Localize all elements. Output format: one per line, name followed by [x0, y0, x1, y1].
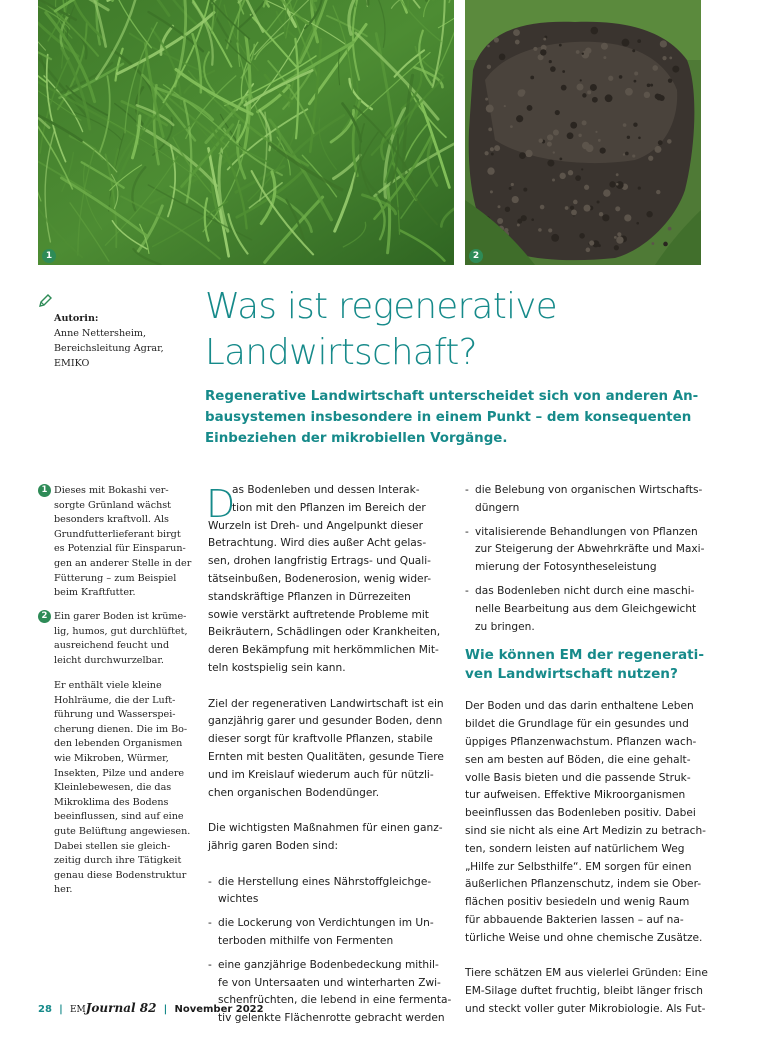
text-line: besonders kraftvoll. Als — [54, 514, 169, 526]
text-line: für abbauende Bakterien lassen – auf na- — [465, 913, 684, 926]
body-paragraph — [208, 482, 444, 678]
body-paragraph — [465, 965, 708, 1018]
page-footer — [38, 1001, 264, 1015]
text-line: zur Steigerung der Abwehrkräfte und Maxi- — [475, 543, 705, 556]
text-line: äußerlichen Pflanzenschutz, indem sie Ober- — [465, 878, 702, 891]
author-org: EMIKO — [54, 358, 90, 369]
list-item — [465, 524, 705, 577]
text-line: die Herstellung eines Nährstoffgleichge- — [218, 875, 432, 888]
text-line: leicht durchwurzelbar. — [54, 654, 164, 666]
text-line: dieser sorgt für kraftvolle Pflanzen, stabile — [208, 733, 433, 746]
text-line: jährig garen Boden sind: — [208, 839, 339, 852]
photo-number-1: 1 — [42, 249, 56, 263]
text-line: Betrachtung. Wird dies außer Acht gelas- — [208, 537, 427, 550]
title-line: Landwirtschaft? — [205, 332, 477, 373]
body-paragraph — [208, 696, 444, 803]
photo-caption-1 — [38, 484, 190, 601]
text-line: as Bodenleben und dessen Interak- — [232, 484, 420, 496]
text-line: ten, sondern leisten auf natürlichem Weg — [465, 842, 685, 855]
text-line: tiv gelenkte Flächenrotte gebracht werden — [218, 1012, 445, 1025]
text-line: ven Landwirtschaft nutzen? — [465, 666, 678, 683]
text-line: Ziel der regenerativen Landwirtschaft ist ein — [208, 697, 444, 710]
caption-number-2: 2 — [38, 610, 51, 623]
list-item — [208, 915, 444, 951]
text-line: mierung der Fotosyntheseleistung — [475, 561, 657, 574]
text-line: vitalisierende Behandlungen von Pflanzen — [475, 525, 698, 538]
text-line: genau diese Bodenstruktur — [54, 869, 187, 881]
list-item — [208, 957, 452, 1028]
text-line: die Belebung von organischen Wirtschafts- — [475, 484, 703, 496]
text-line: und im Kreislauf wiederum auch für nützli- — [208, 768, 434, 781]
list-dash: - — [465, 484, 469, 496]
list-item — [208, 874, 444, 910]
text-line: sorgte Grünland wächst — [54, 499, 172, 511]
measures-list-continued — [465, 482, 705, 636]
text-line: gute Belüftung angewiesen. — [54, 825, 191, 837]
section-subheading — [465, 646, 704, 684]
text-line: gen an anderer Stelle in der — [54, 557, 192, 569]
text-line: zeitig durch ihre Tätigkeit — [54, 855, 182, 867]
list-dash: - — [465, 525, 469, 538]
text-line: Ein garer Boden ist krüme- — [54, 611, 187, 622]
author-role: Bereichsleitung Agrar, — [54, 343, 164, 354]
text-line: Dieses mit Bokashi ver- — [54, 485, 169, 496]
text-line: teln kostspielig sein kann. — [208, 661, 346, 674]
text-line: her. — [54, 884, 73, 896]
text-line: üppiges Pflanzenwachstum. Pflanzen wach- — [465, 735, 697, 748]
caption-number-1: 1 — [38, 484, 51, 497]
list-item — [465, 583, 701, 636]
lead-paragraph — [205, 386, 701, 449]
text-line: wie Mikroben, Würmer, — [54, 752, 169, 764]
text-line: Hohlräume, die der Luft- — [54, 694, 176, 706]
issue-date: November 2022 — [174, 1004, 264, 1015]
text-line: terboden mithilfe von Fermenten — [218, 934, 394, 947]
text-line: tätseinbußen, Bodenerosion, wenig wider- — [208, 572, 432, 585]
text-line: deren Bekämpfung mit herkömmlichen Mit- — [208, 644, 439, 657]
text-line: wichtes — [218, 893, 259, 906]
text-line: türliche Weise und ohne chemische Zusätze. — [465, 931, 703, 944]
text-line: EM-Silage duftet fruchtig, bleibt länger frisch — [465, 985, 704, 998]
text-line: Dabei stellen sie gleich- — [54, 840, 171, 852]
text-line: bildet die Grundlage für ein gesundes und — [465, 718, 689, 731]
text-line: die Lockerung von Verdichtungen im Un- — [218, 917, 434, 930]
text-line: Wurzeln ist Dreh- und Angelpunkt dieser — [208, 519, 424, 532]
drop-cap: D — [206, 482, 236, 526]
author-label: Autorin: — [54, 313, 99, 324]
photo-caption-2 — [38, 610, 190, 668]
text-line: Ernten mit besten Qualitäten, gesunde Tiere — [208, 750, 444, 763]
footer-separator: | — [163, 1004, 168, 1015]
grass-image — [38, 0, 454, 265]
photo-soil — [465, 0, 701, 265]
text-line: den lebenden Organismen — [54, 738, 183, 750]
title-line: Was ist regenerative — [205, 286, 558, 327]
text-line: beim Kraftfutter. — [54, 587, 136, 599]
body-paragraph — [208, 820, 444, 856]
text-line: ganzjährig garer und gesunder Boden, denn — [208, 715, 443, 728]
text-line: Fütterung – zum Beispiel — [54, 572, 177, 584]
soil-image — [465, 0, 701, 265]
body-paragraph — [465, 698, 706, 947]
text-line: es Potenzial für Einsparun- — [54, 543, 186, 555]
text-line: tur aufweisen. Effektive Mikroorganismen — [465, 789, 686, 802]
text-line: volle Basis bieten und die passende Struk- — [465, 771, 691, 784]
text-line: Die wichtigsten Maßnahmen für einen ganz- — [208, 822, 443, 835]
lead-line: bausystemen insbesondere in einem Punkt – dem konsequenten — [205, 410, 692, 425]
text-line: schenfrüchten, die lebend in eine fermenta- — [218, 994, 452, 1007]
caption-text — [54, 610, 190, 668]
text-line: sind sie nicht als eine Art Medizin zu betrach- — [465, 824, 706, 837]
caption-text — [54, 679, 190, 898]
list-dash: - — [208, 875, 212, 888]
body-column-2 — [465, 482, 708, 1019]
author-block — [54, 311, 194, 371]
pencil-icon — [38, 294, 52, 308]
article-title — [205, 284, 725, 376]
text-line: beeinflussen das Bodenleben positiv. Dabei — [465, 807, 696, 820]
text-line: fe von Untersaaten und winterharten Zwi- — [218, 976, 441, 989]
text-line: chen organischen Bodendünger. — [208, 786, 380, 799]
text-line: beeinflussen, sind auf eine — [54, 811, 184, 823]
text-line: „Hilfe zur Selbsthilfe“. EM sorgen für einen — [465, 860, 692, 873]
text-line: tion mit den Pflanzen im Bereich der — [232, 501, 426, 514]
list-dash: - — [465, 584, 469, 597]
photo-grassland — [38, 0, 454, 265]
text-line: das Bodenleben nicht durch eine maschi- — [475, 584, 695, 597]
text-line: Grundfutterlieferant birgt — [54, 528, 181, 540]
journal-prefix: EM — [69, 1005, 86, 1015]
photo-caption-2-continued — [38, 679, 190, 898]
text-line: ausreichend feucht und — [54, 640, 170, 652]
text-line: Insekten, Pilze und andere — [54, 767, 185, 779]
text-line: Er enthält viele kleine — [54, 680, 162, 691]
text-line: sowie verstärkt auftretende Probleme mit — [208, 608, 429, 621]
text-line: zu bringen. — [475, 620, 535, 633]
text-line: nelle Bearbeitung aus dem Gleichgewicht — [475, 602, 697, 615]
journal-name — [70, 1001, 156, 1015]
lead-line: Einbeziehen der mikrobiellen Vorgänge. — [205, 431, 508, 446]
caption-text — [54, 484, 190, 601]
text-line: eine ganzjährige Bodenbedeckung mithil- — [218, 958, 439, 971]
photo-number-2: 2 — [469, 249, 483, 263]
body-column-1 — [206, 482, 452, 1034]
text-line: Beikräutern, Schädlingen oder Krankheiten, — [208, 626, 441, 639]
journal-title: Journal 82 — [85, 1001, 157, 1015]
author-name: Anne Nettersheim, — [54, 328, 147, 339]
text-line: Tiere schätzen EM aus vielerlei Gründen: Eine — [465, 967, 708, 980]
text-line: sen, drohen langfristig Ertrags- und Quali- — [208, 555, 431, 568]
text-line: flächen positiv besiedeln und wenig Raum — [465, 896, 690, 909]
text-line: und steckt voller guter Mikrobiologie. Als Fut- — [465, 1002, 706, 1015]
text-line: standskräftige Pflanzen in Dürrezeiten — [208, 590, 411, 603]
list-item — [465, 482, 701, 518]
lead-line: Regenerative Landwirtschaft unterscheidet sich von anderen An- — [205, 389, 699, 404]
text-line: Mikroklima des Bodens — [54, 796, 169, 808]
text-line: Wie können EM der regenerati- — [465, 647, 704, 664]
text-line: cherung dienen. Die im Bo- — [54, 723, 188, 735]
text-line: führung und Wasserspei- — [54, 709, 176, 721]
page-number: 28 — [38, 1004, 52, 1015]
paragraph-text — [208, 518, 444, 678]
text-line: Kleinlebewesen, die das — [54, 782, 172, 794]
text-line: lig, humos, gut durchlüftet, — [54, 625, 188, 637]
list-dash: - — [208, 958, 212, 971]
text-line: sen am besten auf Böden, die eine gehalt- — [465, 753, 691, 766]
text-line: Der Boden und das darin enthaltene Leben — [465, 700, 694, 713]
text-line: düngern — [475, 501, 520, 514]
footer-separator: | — [59, 1004, 63, 1015]
list-dash: - — [208, 917, 212, 930]
paragraph-text — [208, 482, 444, 518]
